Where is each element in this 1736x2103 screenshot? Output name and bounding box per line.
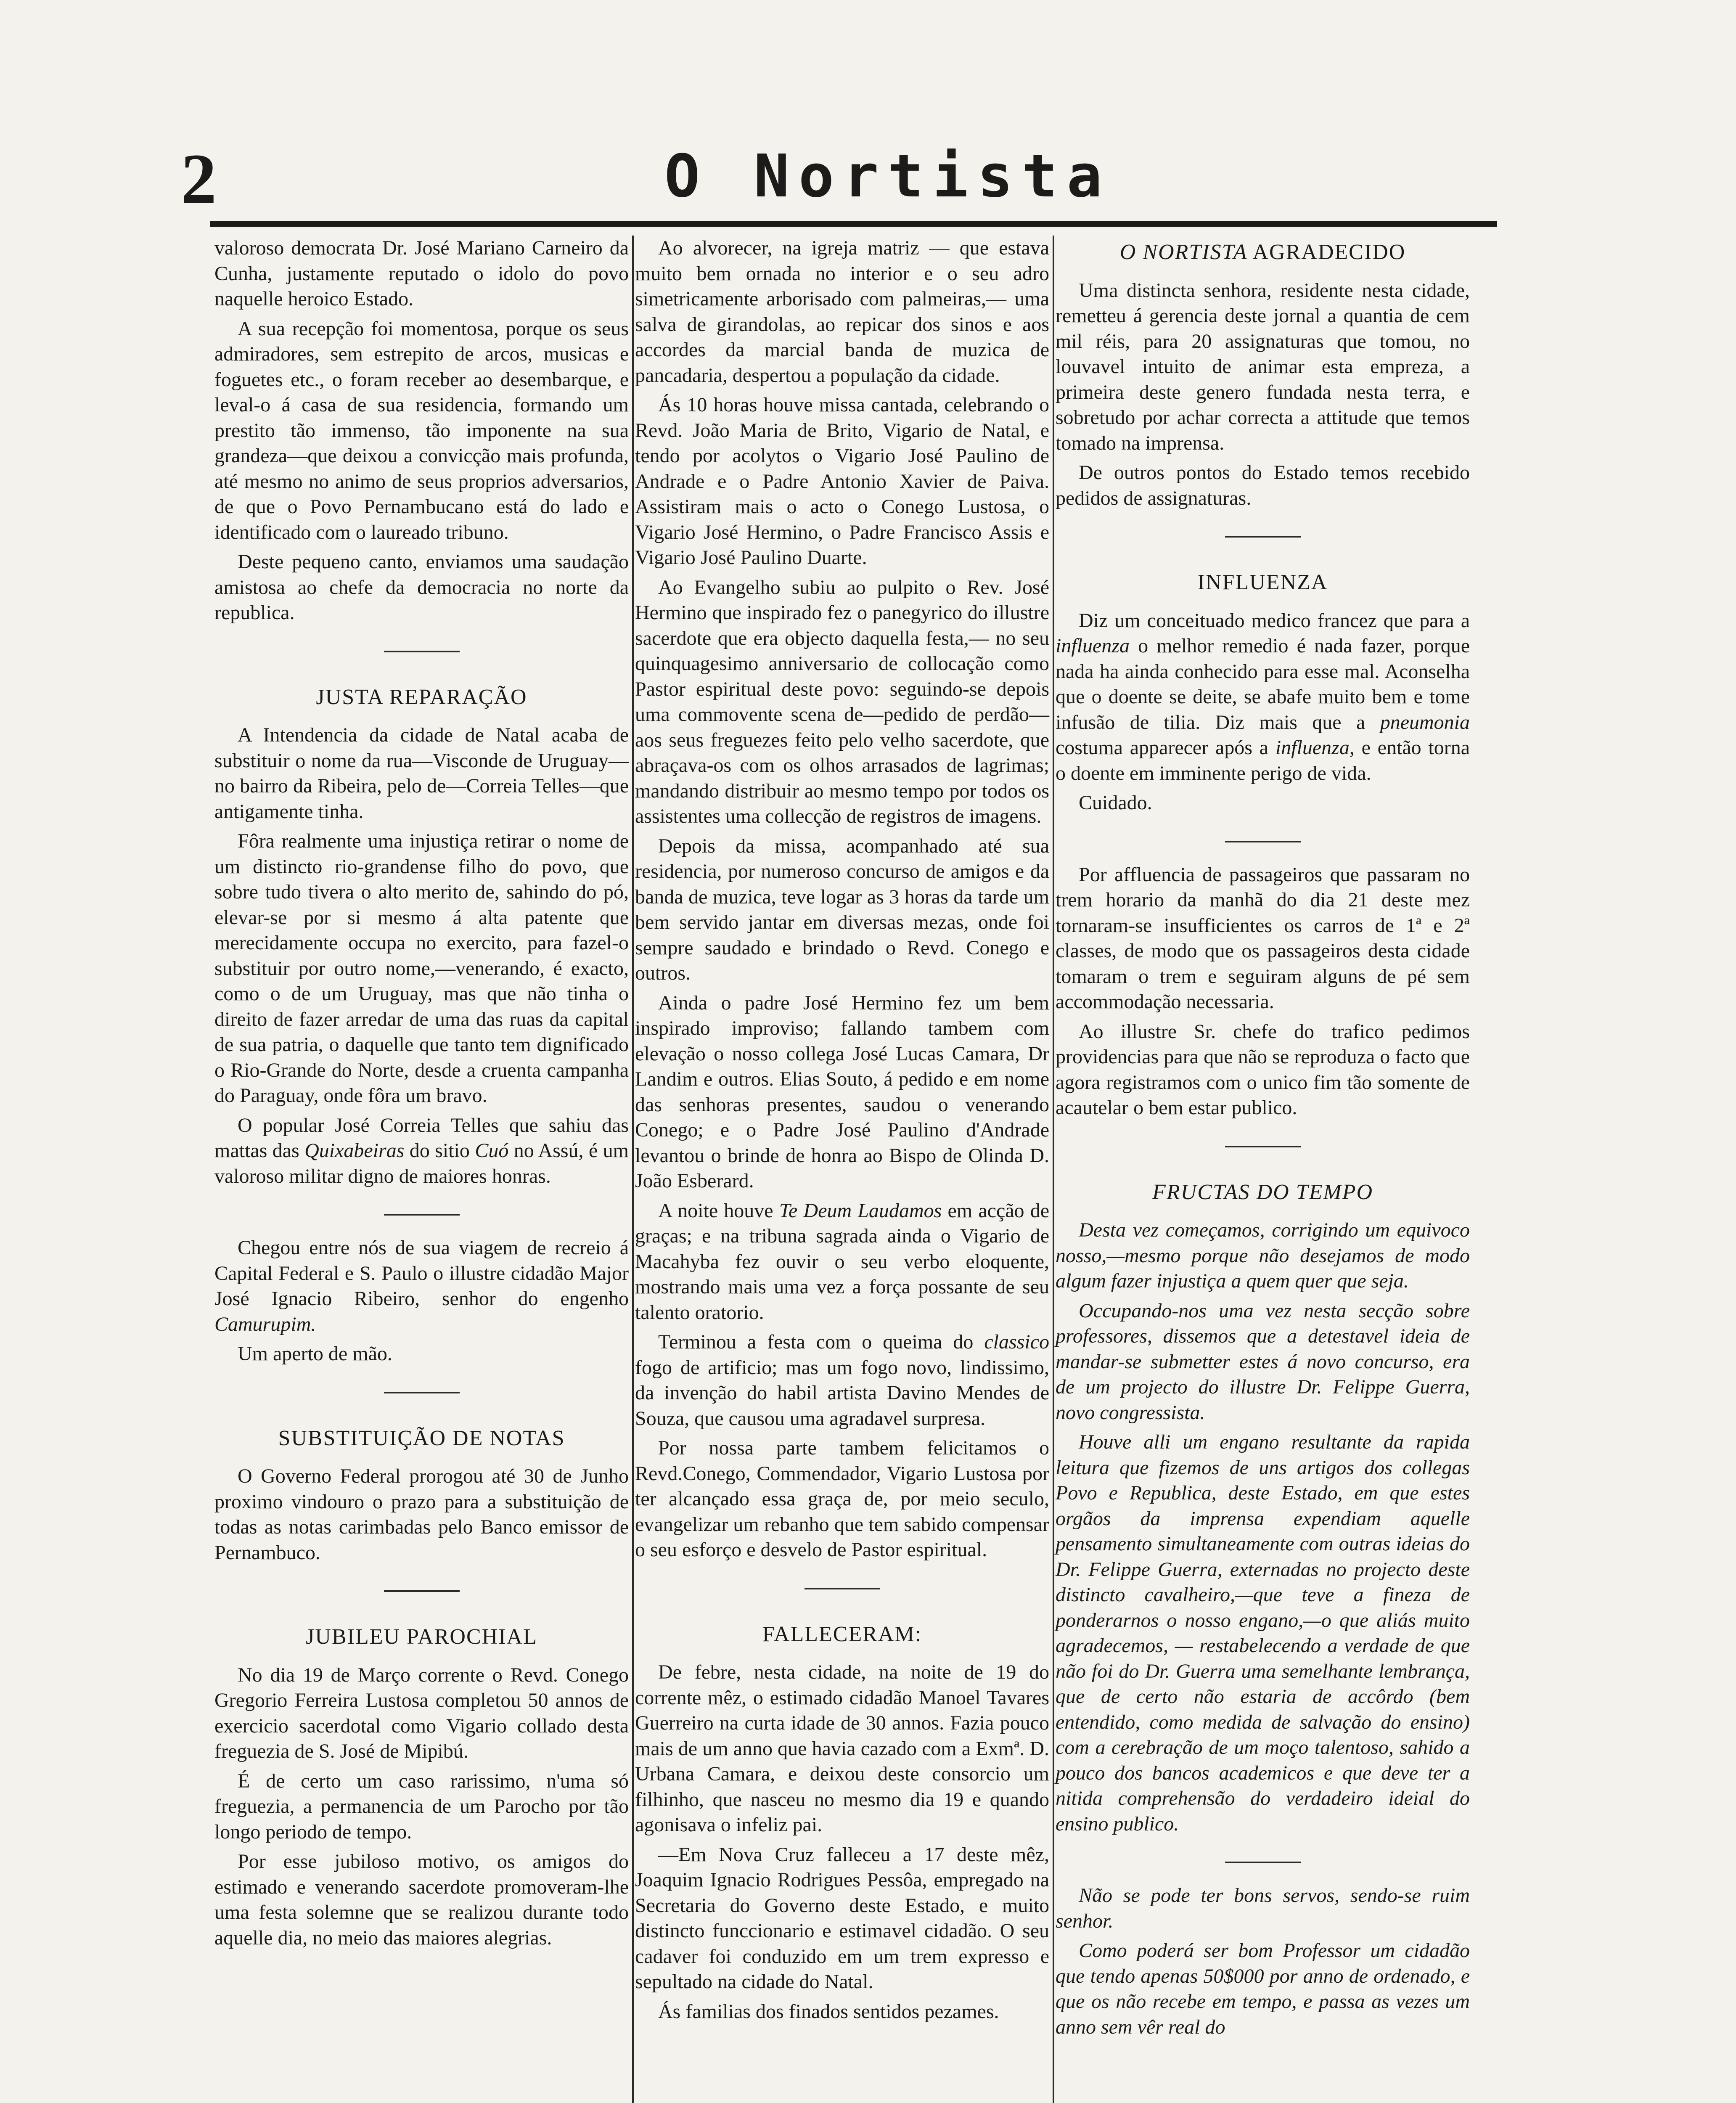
column-3	[1056, 236, 1470, 2044]
article-paragraph: A noite houve Te Deum Laudamos em acção de graças; e na tribuna sagrada ainda o Vigario de Macahyba fez ouvir o seu verbo eloquente, mostrando mais uma vez a força possante de seu talento oratorio.	[635, 1199, 1050, 1324]
article-paragraph: Uma distincta senhora, residente nesta cidade, remetteu á gerencia deste jornal a quantia de cem mil réis, para 20 assignaturas que tomou, no louvavel intuito de animar esta empreza, a primeira deste genero fundada nesta terra, e sobretudo por achar correcta a attitude que temos tomado na imprensa.	[1056, 279, 1470, 454]
article-paragraph: Cuidado.	[1079, 792, 1152, 814]
article-paragraph: valoroso democrata Dr. José Mariano Carneiro da Cunha, justamente reputado o idolo do povo naquelle heroico Estado.	[214, 237, 629, 310]
section-divider	[1225, 528, 1301, 540]
article-paragraph: Depois da missa, acompanhado até sua residencia, por numeroso concurso de amigos e da banda de muzica, teve logar as 3 horas da tarde um bem servido jantar em diversas mezas, onde foi sempre saudado e brindado o Revd. Conego e outros.	[635, 834, 1049, 984]
article-paragraph: De outros pontos do Estado temos recebido pedidos de assignaturas.	[1056, 461, 1470, 509]
article-paragraph: Por nossa parte tambem felicitamos o Revd.Conego, Commendador, Vigario Lustosa por ter alcançado essa graça de, por meio seculo, evangelizar um rebanho que tem sabido compensar o seu esforço e desvelo de Pastor espiritual.	[635, 1437, 1049, 1561]
article-paragraph: —Em Nova Cruz falleceu a 17 deste mêz, Joaquim Ignacio Rodrigues Pessôa, empregado na Secretaria do Governo deste Estado, e muito distincto funccionario e estimavel cidadão. O seu cadaver foi conduzido em um trem expresso e sepultado na cidade do Natal.	[635, 1843, 1049, 1993]
section-divider	[384, 1582, 460, 1595]
article-paragraph: Ao alvorecer, na igreja matriz — que estava muito bem ornada no interior e o seu adro simetricamente arborisado com palmeiras,— uma salva de girandolas, ao repicar dos sinos e aos accordes da marcial banda de muzica de pancadaria, despertou a população da cidade.	[635, 237, 1049, 387]
article-paragraph: Houve alli um engano resultante da rapida leitura que fizemos de uns artigos dos collegas Povo e Republica, deste Estado, em que estes orgãos da imprensa expendiam aquelle pensamento simultaneamente com outras ideias do Dr. Felippe Guerra, externadas no projecto deste distincto cavalheiro,—que teve a fineza de ponderarnos o nosso engano,—o que aliás muito agradecemos, — restabelecendo a verdade de que não foi do Dr. Guerra uma semelhante lembrança, que de certo não estaria de accôrdo (bem entendido, como medida de salvação do ensino) com a cerebração de um moço talentoso, sahido a pouco dos bancos academicos e que deve ter a nitida comprehensão do verdadeiro ideial do ensino publico.	[1056, 1431, 1470, 1835]
section-divider	[384, 1384, 460, 1396]
page-number: 2	[181, 139, 217, 218]
column-1	[214, 236, 629, 1955]
article-paragraph: Occupando-nos uma vez nesta secção sobre professores, dissemos que a detestavel ideia de mandar-se submetter estes á novo concurso, era de um projecto do illustre Dr. Felippe Guerra, novo congressista.	[1056, 1299, 1470, 1424]
article-paragraph: Ás 10 horas houve missa cantada, celebrando o Revd. João Maria de Brito, Vigario de Natal, e tendo por acolytos o Vigario José Paulino de Andrade e o Padre Antonio Xavier de Paiva. Assistiram mais o acto o Conego Lustosa, o Vigario José Hermino, o Padre Francisco Assis e Vigario José Paulino Duarte.	[635, 394, 1049, 569]
headline-justa-reparacao: JUSTA REPARAÇÃO	[316, 685, 527, 709]
article-paragraph: A sua recepção foi momentosa, porque os seus admiradores, sem estrepito de arcos, musicas e foguetes etc., o foram receber ao desembarque, e leval-o á casa de sua residencia, formando um prestito tão immenso, tão imponente na sua grandeza—que deixou a convicção mais profunda, até mesmo no animo de seus proprios adversarios, de que o Povo Pernambucano está do lado e identificado com o laureado tribuno.	[214, 317, 629, 543]
column-rule-1	[632, 236, 634, 2103]
article-paragraph: Ainda o padre José Hermino fez um bem inspirado improviso; fallando tambem com elevação o nosso collega José Lucas Camara, Dr Landim e outros. Elias Souto, á pedido e em nome das senhoras presentes, saudou o venerando Conego; e o Padre José Paulino d'Andrade levantou o brinde de honra ao Bispo de Olinda D. João Esberard.	[635, 991, 1049, 1192]
section-divider	[804, 1580, 880, 1592]
article-paragraph: Um aperto de mão.	[238, 1343, 392, 1365]
headline-influenza: INFLUENZA	[1197, 570, 1328, 594]
article-paragraph: O Governo Federal prorogou até 30 de Junho proximo vindouro o prazo para a substituição de todas as notas carimbadas pelo Banco emissor de Pernambuco.	[214, 1465, 629, 1564]
article-paragraph: Desta vez começamos, corrigindo um equivoco nosso,—mesmo porque não desejamos de modo algum fazer injustiça a quem quer que seja.	[1056, 1219, 1470, 1292]
section-divider	[384, 1206, 460, 1218]
article-paragraph: Terminou a festa com o queima do classico fogo de artificio; mas um fogo novo, lindissimo, da invenção do habil artista Davino Mendes de Souza, que causou uma agradavel surpresa.	[635, 1331, 1049, 1430]
article-paragraph: No dia 19 de Março corrente o Revd. Conego Gregorio Ferreira Lustosa completou 50 annos de exercicio sacerdotal como Vigario collado desta freguezia de S. José de Mipibú.	[214, 1663, 629, 1762]
masthead-title: O Nortista	[664, 142, 1111, 211]
header-rule	[210, 221, 1497, 227]
headline-agradecido: O NORTISTA AGRADECIDO	[1119, 240, 1406, 264]
headline-fructas: FRUCTAS DO TEMPO	[1152, 1180, 1373, 1204]
column-rule-2	[1053, 236, 1054, 2103]
article-paragraph: Chegou entre nós de sua viagem de recreio á Capital Federal e S. Paulo o illustre cidadão Major José Ignacio Ribeiro, senhor do engenho Camurupim.	[214, 1237, 629, 1335]
article-paragraph: Ao illustre Sr. chefe do trafico pedimos providencias para que não se reproduza o facto que agora registramos com o unico fim tão somente de acautelar o bem estar publico.	[1056, 1020, 1470, 1119]
headline-substituicao: SUBSTITUIÇÃO DE NOTAS	[278, 1426, 565, 1450]
article-paragraph: Como poderá ser bom Professor um cidadão que tendo apenas 50$000 por anno de ordenado, e que os não recebe em tempo, e passa as vezes um anno sem vêr real do	[1056, 1939, 1470, 2038]
article-paragraph: Deste pequeno canto, enviamos uma saudação amistosa ao chefe da democracia no norte da republica.	[214, 551, 629, 624]
article-paragraph: De febre, nesta cidade, na noite de 19 do corrente mêz, o estimado cidadão Manoel Tavares Guerreiro na curta idade de 30 annos. Fazia pouco mais de um anno que havia cazado com a Exmª. D. Urbana Camara, e deixou deste consorcio um filhinho, que nasceu no mesmo dia 19 e quando agonisava o infeliz pai.	[635, 1661, 1049, 1836]
article-paragraph: Por esse jubiloso motivo, os amigos do estimado e venerando sacerdote promoveram-lhe uma festa solemne que se realizou durante todo aquelle dia, no meio das maiores alegrias.	[214, 1850, 629, 1949]
article-paragraph: Ás familias dos finados sentidos pezames.	[658, 2000, 999, 2023]
section-divider	[384, 643, 460, 655]
article-paragraph: Fôra realmente uma injustiça retirar o nome de um distincto rio-grandense filho do povo, que sobre tudo tivera o alto merito de, sahindo do pó, elevar-se por si mesmo á alta patente que merecidamente occupa no exercito, para fazel-o substituir por outro nome,—venerando, é exacto, como o de um Uruguay, mas que não tinha o direito de fazer arredar de uma das ruas da capital de sua patria, o daquelle que tanto tem dignificado o Rio-Grande do Norte, desde a cruenta campanha do Paraguay, onde fôra um bravo.	[214, 830, 629, 1107]
column-2	[635, 236, 1049, 2029]
article-paragraph: Diz um conceituado medico francez que para a influenza o melhor remedio é nada fazer, porque nada ha ainda conhecido para esse mal. Aconselha que o doente se deite, se abafe muito bem e tome infusão de tilia. Diz mais que a pneumonia costuma apparecer após a influenza, e então torna o doente em imminente perigo de vida.	[1056, 609, 1470, 784]
section-divider	[1225, 1138, 1301, 1150]
article-paragraph: A Intendencia da cidade de Natal acaba de substituir o nome da rua—Visconde de Uruguay—no bairro da Ribeira, pelo de—Correia Telles—que antigamente tinha.	[214, 724, 629, 823]
section-divider	[1225, 833, 1301, 845]
page-header	[181, 139, 1506, 227]
article-paragraph: O popular José Correia Telles que sahiu das mattas das Quixabeiras do sitio Cuó no Assú, é um valoroso militar digno de maiores honras.	[214, 1114, 629, 1187]
article-paragraph: É de certo um caso rarissimo, n'uma só freguezia, a permanencia de um Parocho por tão longo periodo de tempo.	[214, 1769, 629, 1843]
headline-jubileu: JUBILEU PAROCHIAL	[306, 1625, 537, 1649]
section-divider	[1225, 1854, 1301, 1866]
headline-falleceram: FALLECERAM:	[762, 1622, 922, 1646]
article-paragraph: Por affluencia de passageiros que passaram no trem horario da manhã do dia 21 deste mez tornaram-se insufficientes os carros de 1ª e 2ª classes, de modo que os passageiros desta cidade tomaram o trem e seguiram alguns de pé sem accommodação necessaria.	[1056, 863, 1470, 1013]
article-paragraph: Ao Evangelho subiu ao pulpito o Rev. José Hermino que inspirado fez o panegyrico do illustre sacerdote que era objecto daquella festa,— no seu quinquagesimo anniversario de collocação como Pastor espiritual deste povo: seguindo-se depois uma commovente scena de—pedido de perdão— aos seus freguezes feito pelo velho sacerdote, que abraçava-os com os olhos arrasados de lagrimas; mandando distribuir ao mesmo tempo por todos os assistentes uma collecção de registros de imagens.	[635, 576, 1049, 827]
article-paragraph: Não se pode ter bons servos, sendo-se ruim senhor.	[1056, 1884, 1470, 1932]
